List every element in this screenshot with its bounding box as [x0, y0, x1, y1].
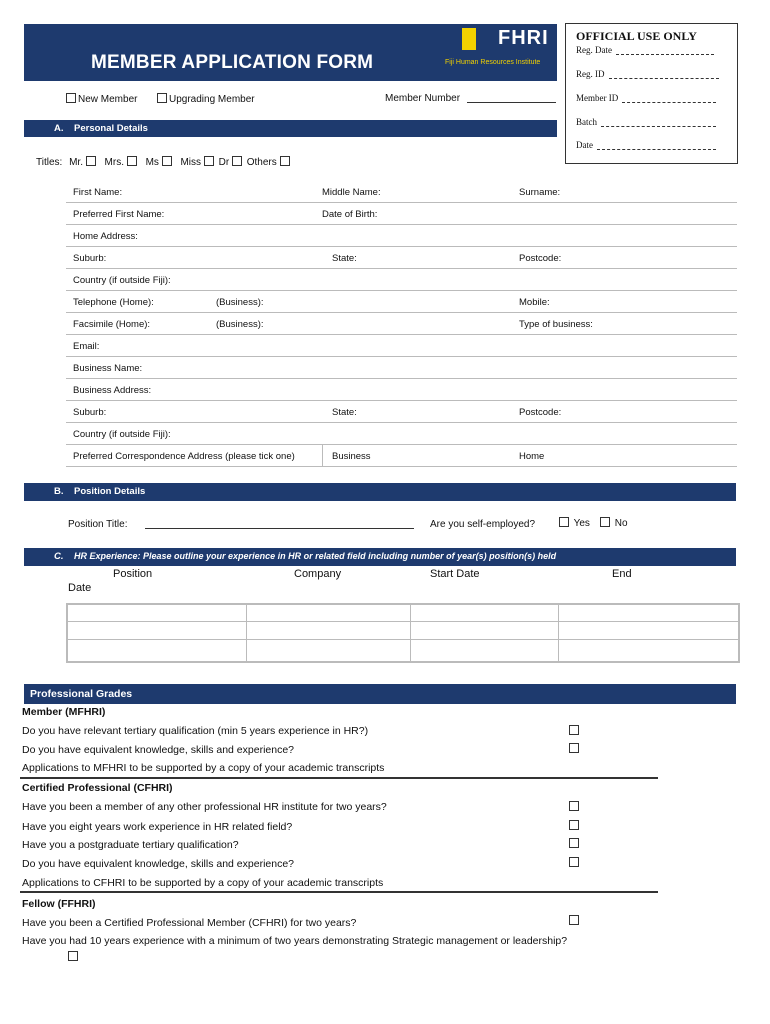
cert-q4-checkbox[interactable] [569, 857, 579, 867]
business-suburb-row[interactable] [66, 401, 737, 423]
home-suburb-row[interactable] [66, 247, 737, 269]
telephone-home-label: Telephone (Home): [73, 297, 154, 308]
title-dr-checkbox[interactable] [232, 156, 242, 166]
fellow-title: Fellow (FFHRI) [22, 898, 96, 910]
title-mrs-checkbox[interactable] [127, 156, 137, 166]
form-banner [24, 24, 557, 81]
corr-business-option[interactable]: Business [332, 451, 371, 462]
dob-label: Date of Birth: [322, 209, 378, 220]
titles-label: Titles: [36, 157, 63, 168]
form-title: MEMBER APPLICATION FORM [91, 52, 374, 73]
yes-checkbox[interactable] [559, 517, 569, 527]
self-employed-yes[interactable] [559, 517, 590, 529]
business-state-label: State: [332, 407, 357, 418]
member-q1: Do you have relevant tertiary qualification (min 5 years experience in HR?) [22, 725, 369, 737]
suburb-label: Suburb: [73, 253, 107, 264]
title-ms-label: Ms [145, 157, 159, 168]
cert-divider [20, 891, 658, 893]
business-address-row[interactable] [66, 379, 737, 401]
name-row[interactable] [66, 181, 737, 203]
fellow-q1-checkbox[interactable] [569, 915, 579, 925]
yes-label: Yes [573, 518, 590, 529]
title-miss-checkbox[interactable] [204, 156, 214, 166]
reg-date-label: Reg. Date [576, 45, 612, 55]
facsimile-business-label: (Business): [216, 319, 264, 330]
self-employed-no[interactable] [600, 517, 628, 529]
member-q1-checkbox[interactable] [569, 725, 579, 735]
section-a-header [24, 120, 557, 137]
home-address-row[interactable] [66, 225, 737, 247]
cert-note: Applications to CFHRI to be supported by a copy of your academic transcripts [22, 877, 384, 889]
member-id-row[interactable] [576, 93, 726, 103]
business-country-label: Country (if outside Fiji): [73, 429, 171, 440]
state-label: State: [332, 253, 357, 264]
new-member-checkbox[interactable] [66, 93, 76, 103]
upgrading-member-option[interactable] [157, 93, 255, 105]
exp-cell-position-1[interactable] [68, 605, 246, 621]
col-position: Position [113, 568, 153, 580]
corr-home-option[interactable]: Home [519, 451, 545, 462]
title-ms-checkbox[interactable] [162, 156, 172, 166]
experience-table [66, 603, 740, 663]
title-others-checkbox[interactable] [280, 156, 290, 166]
cert-q1: Have you been a member of any other professional HR institute for two years? [22, 801, 387, 813]
official-use-box [565, 23, 738, 164]
reg-date-row[interactable] [576, 45, 726, 55]
business-postcode-label: Postcode: [519, 407, 562, 418]
member-note: Applications to MFHRI to be supported by a copy of your academic transcripts [22, 762, 385, 774]
reg-id-row[interactable] [576, 69, 726, 79]
preferred-name-row[interactable] [66, 203, 737, 225]
title-miss-label: Miss [180, 157, 202, 168]
country-label: Country (if outside Fiji): [73, 275, 171, 286]
section-b-title: Position Details [74, 486, 146, 497]
section-b-letter: B. [54, 486, 64, 497]
home-country-row[interactable] [66, 269, 737, 291]
col-start-date: Start Date [430, 568, 480, 580]
preferred-first-name-label: Preferred First Name: [73, 209, 165, 220]
cert-q1-checkbox[interactable] [569, 801, 579, 811]
business-address-label: Business Address: [73, 385, 152, 396]
home-address-label: Home Address: [73, 231, 138, 242]
upgrading-member-label: Upgrading Member [169, 94, 255, 105]
member-q2-checkbox[interactable] [569, 743, 579, 753]
surname-label: Surname: [519, 187, 561, 198]
business-name-row[interactable] [66, 357, 737, 379]
corr-divider [322, 445, 323, 467]
cert-q2: Have you eight years work experience in HR related field? [22, 821, 293, 833]
col-end: End [612, 568, 632, 580]
cert-q4: Do you have equivalent knowledge, skills and experience? [22, 858, 295, 870]
position-title-label: Position Title: [68, 519, 128, 530]
facsimile-row[interactable] [66, 313, 737, 335]
type-of-business-label: Type of business: [519, 319, 593, 330]
facsimile-home-label: Facsimile (Home): [73, 319, 151, 330]
upgrading-member-checkbox[interactable] [157, 93, 167, 103]
fellow-q1: Have you been a Certified Professional Member (CFHRI) for two years? [22, 917, 357, 929]
grades-header-title: Professional Grades [30, 688, 133, 700]
titles-row [36, 156, 292, 168]
date-label: Date [576, 140, 593, 150]
fhri-logo-icon [462, 28, 476, 50]
member-q2: Do you have equivalent knowledge, skills and experience? [22, 744, 295, 756]
member-number-field[interactable] [467, 102, 556, 103]
section-a-letter: A. [54, 123, 64, 134]
title-dr-label: Dr [218, 157, 230, 168]
fellow-q2: Have you had 10 years experience with a minimum of two years demonstrating Strategic management or leadership? [22, 935, 568, 947]
postcode-label: Postcode: [519, 253, 562, 264]
fellow-q2-checkbox[interactable] [68, 951, 78, 961]
member-divider [20, 777, 658, 779]
pref-corr-label: Preferred Correspondence Address (please tick one) [73, 451, 295, 462]
date-row[interactable] [576, 140, 726, 150]
grades-header [24, 684, 736, 704]
cert-q2-checkbox[interactable] [569, 820, 579, 830]
section-c-title: HR Experience: Please outline your experience in HR or related field including number of year(s) position(s) held [74, 551, 557, 561]
section-c-header [24, 548, 736, 566]
position-title-field[interactable] [145, 528, 414, 529]
member-title: Member (MFHRI) [22, 706, 106, 718]
no-label: No [614, 518, 628, 529]
batch-row[interactable] [576, 117, 726, 127]
correspondence-row[interactable] [66, 445, 737, 467]
section-c-letter: C. [54, 551, 64, 562]
batch-label: Batch [576, 117, 597, 127]
title-mrs-label: Mrs. [104, 157, 124, 168]
member-id-label: Member ID [576, 93, 619, 103]
exp-cell-start-1[interactable] [411, 605, 558, 621]
business-name-label: Business Name: [73, 363, 143, 374]
col-date: Date [68, 582, 92, 594]
exp-cell-company-1[interactable] [247, 605, 410, 621]
title-others-label: Others [246, 157, 277, 168]
col-company: Company [294, 568, 342, 580]
no-checkbox[interactable] [600, 517, 610, 527]
official-use-title: OFFICIAL USE ONLY [576, 29, 697, 43]
logo-subtitle: Fiji Human Resources Institute [445, 59, 541, 66]
business-suburb-label: Suburb: [73, 407, 107, 418]
cert-q3-checkbox[interactable] [569, 838, 579, 848]
mobile-label: Mobile: [519, 297, 550, 308]
title-mr-checkbox[interactable] [86, 156, 96, 166]
middle-name-label: Middle Name: [322, 187, 381, 198]
member-number-label: Member Number [385, 93, 461, 104]
telephone-business-label: (Business): [216, 297, 264, 308]
business-country-row[interactable] [66, 423, 737, 445]
reg-id-label: Reg. ID [576, 69, 605, 79]
section-b-header [24, 483, 736, 501]
self-employed-label: Are you self-employed? [430, 519, 536, 530]
exp-cell-end-1[interactable] [559, 605, 738, 621]
section-a-title: Personal Details [74, 123, 148, 134]
first-name-label: First Name: [73, 187, 123, 198]
email-row[interactable] [66, 335, 737, 357]
logo-text: FHRI [498, 27, 549, 49]
cert-q3: Have you a postgraduate tertiary qualification? [22, 839, 239, 851]
telephone-row[interactable] [66, 291, 737, 313]
new-member-label: New Member [78, 94, 138, 105]
title-mr-label: Mr. [69, 157, 83, 168]
email-label: Email: [73, 341, 100, 352]
new-member-option[interactable] [66, 93, 137, 105]
cert-title: Certified Professional (CFHRI) [22, 782, 173, 794]
